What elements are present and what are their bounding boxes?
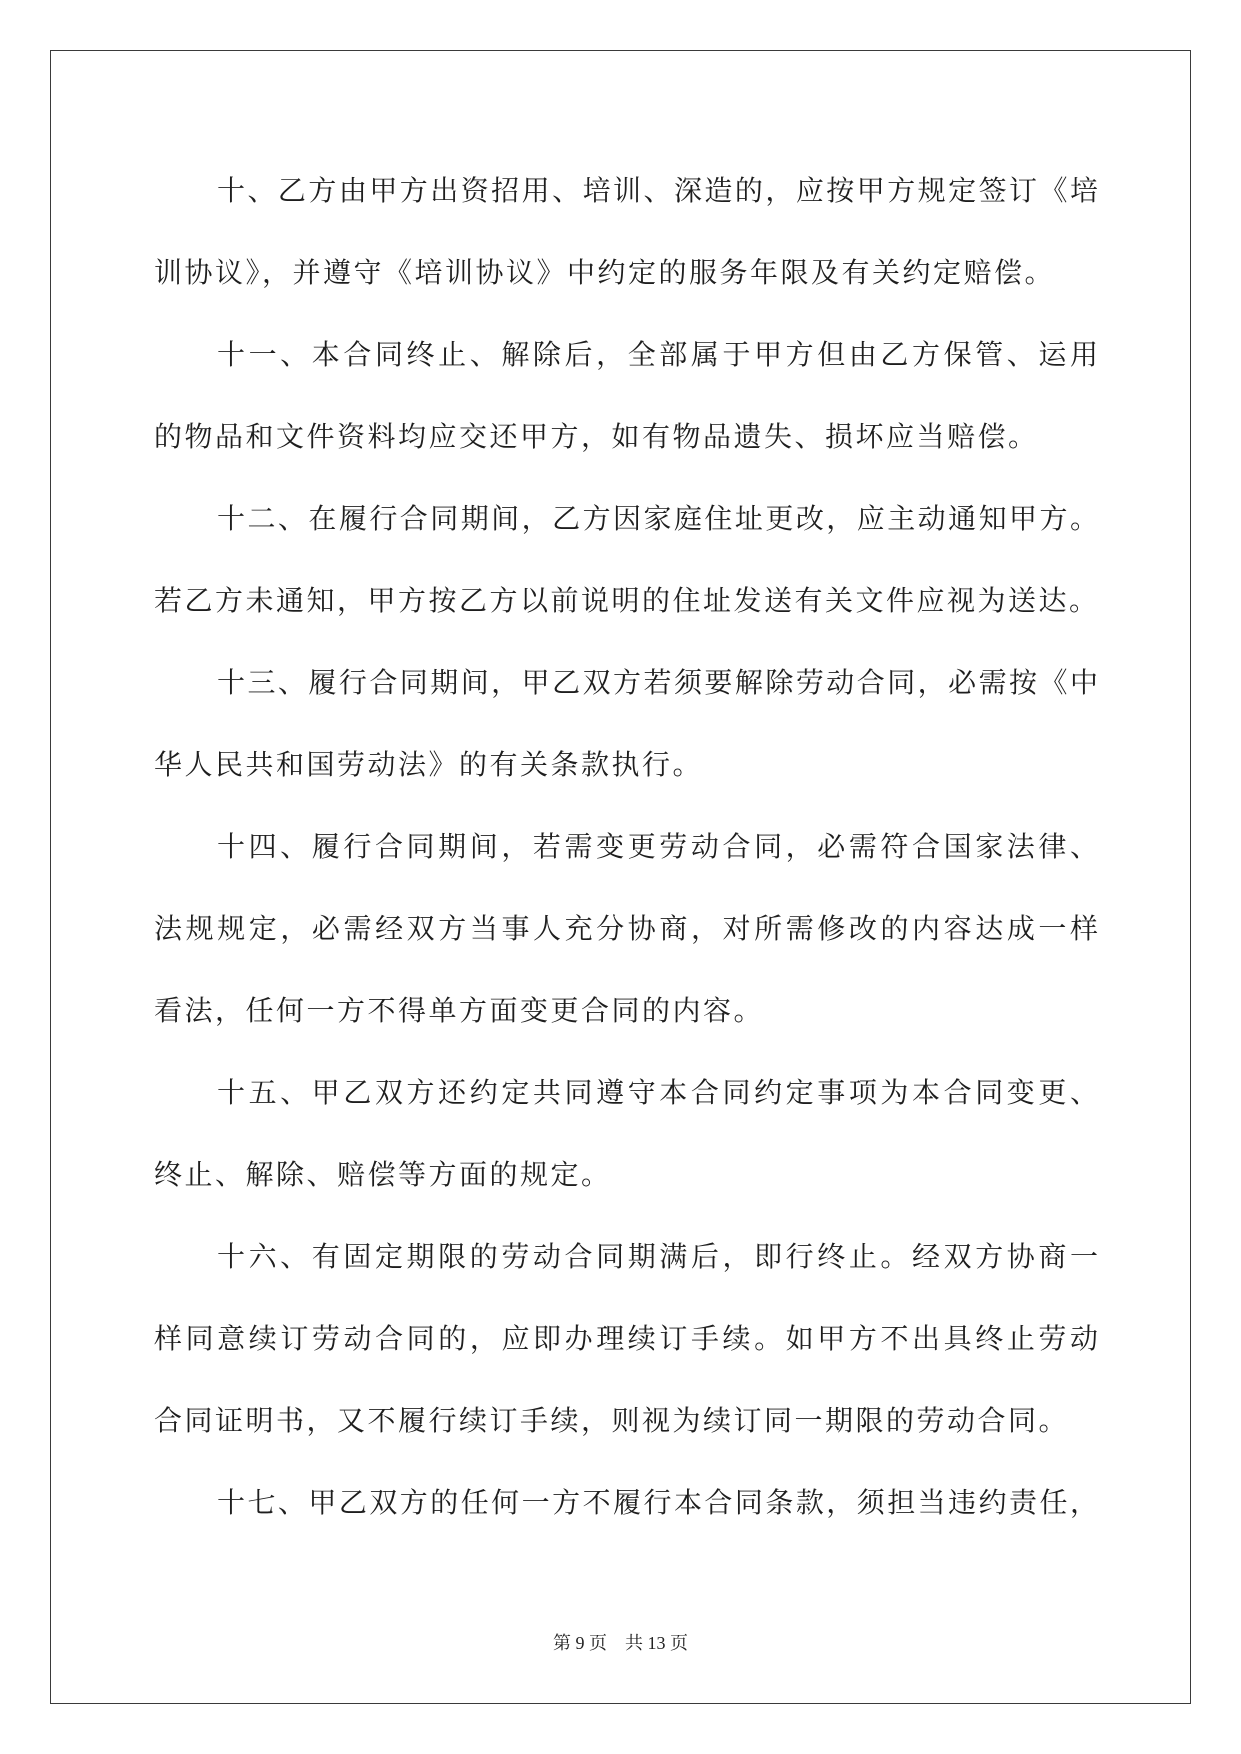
paragraph-clause-10: [154, 150, 1099, 314]
text-line: 十三、履行合同期间，甲乙双方若须要解除劳动合同，必需按《中: [217, 666, 1099, 699]
paragraph-clause-12: [154, 478, 1099, 642]
text-line: 法规规定，必需经双方当事人充分协商，对所需修改的内容达成一样: [154, 912, 1099, 945]
paragraph-clause-11: [154, 314, 1099, 478]
text-line: 样同意续订劳动合同的，应即办理续订手续。如甲方不出具终止劳动: [154, 1322, 1099, 1355]
paragraph-clause-17: [154, 1462, 1099, 1544]
text-line: 华人民共和国劳动法》的有关条款执行。: [154, 748, 704, 781]
text-line: 十二、在履行合同期间，乙方因家庭住址更改，应主动通知甲方。: [217, 502, 1099, 535]
page-number: 第 9 页: [553, 1633, 607, 1653]
text-line: 看法，任何一方不得单方面变更合同的内容。: [154, 994, 765, 1027]
text-line: 十七、甲乙双方的任何一方不履行本合同条款，须担当违约责任，: [217, 1486, 1099, 1519]
text-line: 十四、履行合同期间，若需变更劳动合同，必需符合国家法律、: [217, 830, 1099, 863]
page-footer: [0, 1628, 1241, 1658]
text-line: 十五、甲乙双方还约定共同遵守本合同约定事项为本合同变更、: [217, 1076, 1099, 1109]
text-line: 终止、解除、赔偿等方面的规定。: [154, 1158, 612, 1191]
text-line: 训协议》，并遵守《培训协议》中约定的服务年限及有关约定赔偿。: [154, 256, 1056, 289]
text-line: 合同证明书，又不履行续订手续，则视为续订同一期限的劳动合同。: [154, 1404, 1070, 1437]
text-line: 若乙方未通知，甲方按乙方以前说明的住址发送有关文件应视为送达。: [154, 584, 1100, 617]
paragraph-clause-14: [154, 806, 1099, 1052]
text-line: 十一、本合同终止、解除后，全部属于甲方但由乙方保管、运用: [217, 338, 1099, 371]
text-line: 十六、有固定期限的劳动合同期满后，即行终止。经双方协商一: [217, 1240, 1099, 1273]
page-total: 共 13 页: [625, 1633, 688, 1653]
text-line: 的物品和文件资料均应交还甲方，如有物品遗失、损坏应当赔偿。: [154, 420, 1039, 453]
document-body: [154, 150, 1099, 1544]
text-line: 十、乙方由甲方出资招用、培训、深造的，应按甲方规定签订《培: [217, 174, 1099, 207]
paragraph-clause-16: [154, 1216, 1099, 1462]
paragraph-clause-15: [154, 1052, 1099, 1216]
paragraph-clause-13: [154, 642, 1099, 806]
